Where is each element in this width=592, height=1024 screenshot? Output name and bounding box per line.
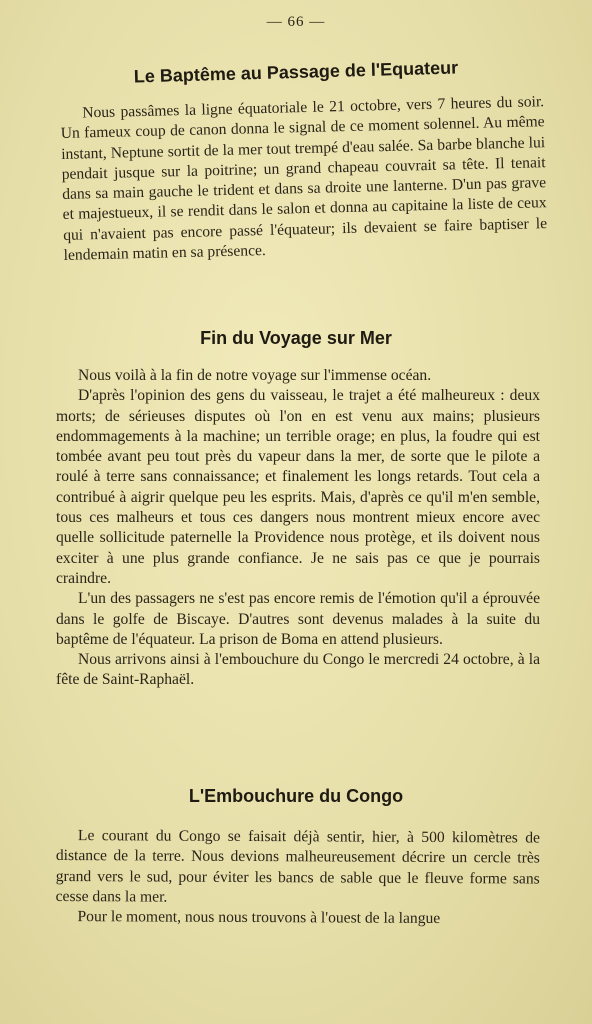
paragraph: D'après l'opinion des gens du vaisseau, le trajet a été malheureux : deux morts; de sérieuses disputes où l'on en est venu aux mains; plusieurs endommagements à la machine; un terrible orage; en plus, la foudre qui est tombée avant peu tout près du vapeur dans la mer, de sorte que le pilote a roulé à terre sans connaissance; et finalement les longs retards. Tout cela a contribué à aigrir quelque peu les esprits. Mais, d'après ce qu'il m'en semble, tous ces malheurs et tous ces dangers nous montrent mieux encore avec quelle sollicitude paternelle la Providence nous protège, et ils doivent nous exciter à une plus grande confiance. Je ne sais pas ce que je pourrais craindre. — [56, 387, 540, 587]
paragraph: L'un des passagers ne s'est pas encore remis de l'émotion qu'il a éprouvée dans le golfe de Biscaye. D'autres sont devenus malades à la suite du baptême de l'équateur. La prison de Boma en attend plusieurs. — [56, 590, 540, 648]
paragraph: Nous voilà à la fin de notre voyage sur l'immense océan. — [78, 367, 432, 384]
section-heading-fin-voyage: Fin du Voyage sur Mer — [200, 328, 392, 348]
paragraph: Le courant du Congo se faisait déjà sentir, hier, à 500 kilomètres de distance de la terre. Nous devions malheureusement décrire un cercle très grand vers le sud, pour éviter les bancs de sable que le fleuve forme sans cesse dans la mer. — [55, 827, 540, 906]
section-body-fin-voyage — [56, 366, 540, 691]
section-heading-embouchure: L'Embouchure du Congo — [188, 786, 404, 806]
section-heading-bapteme: Le Baptême au Passage de l'Equateur — [133, 57, 459, 87]
section-body-bapteme — [60, 92, 548, 266]
paragraph: Pour le moment, nous nous trouvons à l'ouest de la langue — [77, 908, 441, 928]
section-body-embouchure — [55, 826, 540, 930]
paragraph: Nous arrivons ainsi à l'embouchure du Congo le mercredi 24 octobre, à la fête de Saint-Raphaël. — [56, 651, 540, 689]
page-number: — 66 — — [266, 14, 326, 30]
paragraph: Nous passâmes la ligne équatoriale le 21 octobre, vers 7 heures du soir. Un fameux coup de canon donna le signal de ce moment solennel. Au même instant, Neptune sortit de la mer tout trempé d'eau salée. Sa barbe blanche lui pendait jusque sur la poitrine; un grand chapeau couvrait sa tête. Il tenait dans sa main gauche le trident et dans sa droite une lanterne. D'un pas grave et majestueux, il se rendit dans le salon et donna au capitaine la liste de ceux qui n'avaient pas encore passé l'équateur; ils devaient se faire baptiser le lendemain matin en sa présence. — [60, 93, 548, 265]
